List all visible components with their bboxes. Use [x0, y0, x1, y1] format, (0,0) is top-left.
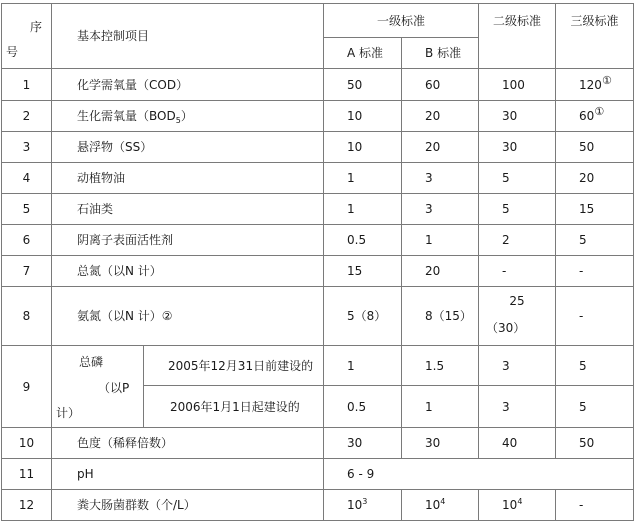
header-seq-bottom: 号	[6, 45, 19, 59]
exponent: 4	[440, 497, 446, 506]
row-g3: 5	[556, 386, 634, 428]
row-item: 化学需氧量（COD）	[52, 69, 324, 101]
header-seq-cell	[2, 4, 52, 69]
row-g2: 3	[479, 386, 556, 428]
row-no: 10	[2, 428, 52, 459]
row-b: 3	[402, 163, 479, 194]
row-a: 0.5	[324, 386, 402, 428]
header-grade3: 三级标准	[556, 4, 634, 69]
row-b: 60	[402, 69, 479, 101]
row-item-line1: 总磷	[79, 354, 104, 369]
row-b: $10^4$	[402, 490, 479, 521]
row-b: 3	[402, 194, 479, 225]
row-item: 生化需氧量$(BOD_5)$	[52, 101, 324, 132]
header-seq-top: 序	[30, 20, 43, 34]
table-row	[2, 225, 634, 256]
table-row	[2, 194, 634, 225]
row-g3: -	[556, 287, 634, 346]
row-no: 7	[2, 256, 52, 287]
table-row	[2, 459, 634, 490]
row-b: 30	[402, 428, 479, 459]
row-subitem: 2006年1月1日起建设的	[144, 386, 324, 428]
standards-table	[1, 3, 634, 521]
row-g3: -	[556, 256, 634, 287]
row-g2	[479, 287, 556, 346]
row-g3: 120①	[556, 69, 634, 101]
row-g2: 5	[479, 194, 556, 225]
header-grade1-b: B 标准	[402, 38, 479, 69]
row-no: 9	[2, 346, 52, 428]
row-a: 1	[324, 163, 402, 194]
row-g3: 50	[556, 132, 634, 163]
row-g3: -	[556, 490, 634, 521]
header-grade1-a: A 标准	[324, 38, 402, 69]
row-item: 悬浮物（SS）	[52, 132, 324, 163]
row-no: 1	[2, 69, 52, 101]
subscript: 5	[175, 116, 181, 125]
row-g2: 30	[479, 101, 556, 132]
row-g2: 40	[479, 428, 556, 459]
row-g3: 60①	[556, 101, 634, 132]
header-grade1: 一级标准	[324, 4, 479, 38]
row-no: 5	[2, 194, 52, 225]
row-item	[52, 346, 144, 428]
row-item: 阴离子表面活性剂	[52, 225, 324, 256]
row-item-line3: 计）	[56, 405, 81, 420]
row-b: 20	[402, 132, 479, 163]
row-g2: 2	[479, 225, 556, 256]
table-row	[2, 490, 634, 521]
row-g3: 50	[556, 428, 634, 459]
row-g2-top: 25	[509, 294, 525, 308]
row-a: 30	[324, 428, 402, 459]
table-row	[2, 69, 634, 101]
row-g2: 3	[479, 346, 556, 386]
header-grade2: 二级标准	[479, 4, 556, 69]
row-g2-bottom: （30）	[486, 321, 526, 335]
row-g2: 30	[479, 132, 556, 163]
table-row	[2, 346, 634, 386]
row-no: 6	[2, 225, 52, 256]
row-no: 3	[2, 132, 52, 163]
table-row	[2, 163, 634, 194]
row-item: 色度（稀释倍数）	[52, 428, 324, 459]
row-item: 动植物油	[52, 163, 324, 194]
row-no: 8	[2, 287, 52, 346]
row-subitem: 2005年12月31日前建设的	[144, 346, 324, 386]
row-no: 4	[2, 163, 52, 194]
row-item: 总氮（以N 计）	[52, 256, 324, 287]
row-a: 10	[324, 101, 402, 132]
row-item: 粪大肠菌群数（个/L）	[52, 490, 324, 521]
row-g3: 20	[556, 163, 634, 194]
row-b: 20	[402, 101, 479, 132]
row-g2: 100	[479, 69, 556, 101]
row-no: 12	[2, 490, 52, 521]
row-item: pH	[52, 459, 324, 490]
row-item: 石油类	[52, 194, 324, 225]
row-b: 1	[402, 386, 479, 428]
row-item-line2: （以P	[98, 380, 130, 395]
row-g3: 15	[556, 194, 634, 225]
footnote-marker: ①	[594, 105, 605, 118]
row-no: 11	[2, 459, 52, 490]
table-row	[2, 428, 634, 459]
row-a: 1	[324, 346, 402, 386]
row-item: 氨氮（以N 计）②	[52, 287, 324, 346]
row-a: 10	[324, 132, 402, 163]
row-g3: 5	[556, 225, 634, 256]
row-b: 20	[402, 256, 479, 287]
row-g3: 5	[556, 346, 634, 386]
row-a: 50	[324, 69, 402, 101]
row-b: 1.5	[402, 346, 479, 386]
row-g2: 5	[479, 163, 556, 194]
row-range: 6 - 9	[324, 459, 634, 490]
header-item: 基本控制项目	[52, 4, 324, 69]
row-a: 1	[324, 194, 402, 225]
table-row	[2, 132, 634, 163]
row-a: 0.5	[324, 225, 402, 256]
table-row	[2, 256, 634, 287]
row-g2: -	[479, 256, 556, 287]
row-g2: $10^4$	[479, 490, 556, 521]
table-row	[2, 101, 634, 132]
footnote-marker: ①	[601, 73, 612, 87]
row-no: 2	[2, 101, 52, 132]
table-row	[2, 287, 634, 346]
row-a: $10^3$	[324, 490, 402, 521]
row-b: 8（15）	[402, 287, 479, 346]
exponent: 3	[362, 497, 368, 506]
row-a: 5（8）	[324, 287, 402, 346]
row-b: 1	[402, 225, 479, 256]
row-a: 15	[324, 256, 402, 287]
exponent: 4	[517, 497, 523, 506]
